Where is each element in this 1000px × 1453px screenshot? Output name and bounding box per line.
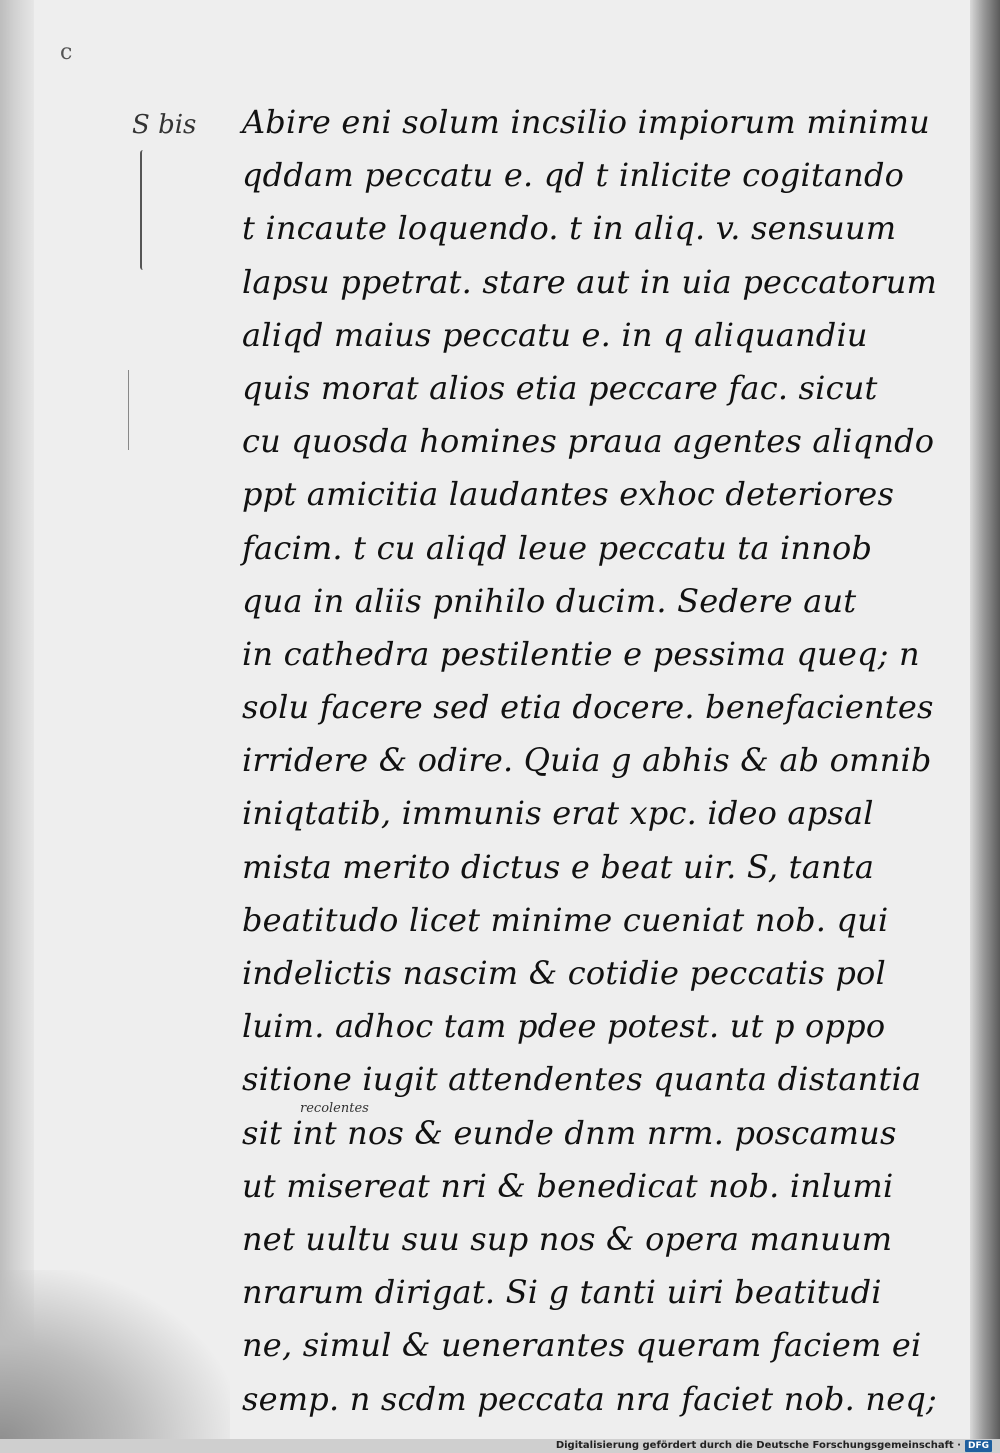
- manuscript-line: solu facere sed etia docere. benefacientes: [242, 688, 934, 727]
- manuscript-line: ne, simul & uenerantes queram faciem ei: [242, 1326, 922, 1365]
- manuscript-line: irridere & odire. Quia g abhis & ab omnib: [242, 741, 932, 780]
- manuscript-line: in cathedra pestilentie e pessima queq; n: [242, 634, 920, 673]
- binding-gutter: [970, 0, 1000, 1440]
- margin-stroke: [140, 150, 146, 270]
- manuscript-line: ppt amicitia laudantes exhoc deteriores: [242, 475, 895, 514]
- manuscript-line: lapsu ppetrat. stare aut in uia peccatorum: [242, 262, 938, 301]
- page-edge-left: [0, 0, 34, 1453]
- manuscript-line: t incaute loquendo. t in aliq. v. sensuum: [242, 209, 897, 248]
- manuscript-line: qua in aliis pnihilo ducim. Sedere aut: [242, 581, 857, 620]
- manuscript-line: quis morat alios etia peccare fac. sicut: [242, 368, 878, 407]
- digitization-credit: [556, 1439, 992, 1453]
- margin-stroke-faint: [128, 370, 132, 450]
- manuscript-line: beatitudo licet minime cueniat nob. qui: [242, 900, 889, 939]
- dfg-logo: DFG: [965, 1440, 992, 1452]
- manuscript-line: Abire eni solum incsilio impiorum minimu: [242, 103, 930, 141]
- manuscript-line: facim. t cu aliqd leue peccatu ta innob: [242, 528, 873, 567]
- manuscript-line: iniqtatib, immunis erat xpc. ideo apsal: [242, 794, 874, 833]
- manuscript-line: indelictis nascim & cotidie peccatis pol: [242, 954, 886, 992]
- margin-note: S bis: [132, 110, 197, 140]
- manuscript-line: mista merito dictus e beat uir. S, tanta: [242, 847, 875, 886]
- credit-text: Digitalisierung gefördert durch die Deutsche Forschungsgemeinschaft ·: [555, 1440, 961, 1451]
- manuscript-line: nrarum dirigat. Si g tanti uiri beatitudi: [242, 1273, 882, 1312]
- manuscript-line: qddam peccatu e. qd t inlicite cogitando: [242, 156, 905, 195]
- manuscript-line: luim. adhoc tam pdee potest. ut p oppo: [242, 1007, 886, 1046]
- manuscript-line: aliqd maius peccatu e. in q aliquandiu: [242, 315, 868, 354]
- manuscript-line: semp. n scdm peccata nra faciet nob. neq;: [242, 1379, 938, 1418]
- manuscript-text-block: [242, 96, 942, 1426]
- manuscript-line: cu quosda homines praua agentes aliqndo: [242, 422, 935, 461]
- manuscript-line: net uultu suu sup nos & opera manuum: [242, 1219, 893, 1258]
- corner-mark: c: [60, 40, 73, 65]
- manuscript-line: sitione iugit attendentes quanta distantia: [242, 1060, 922, 1099]
- page-curl-shadow: [0, 1270, 230, 1440]
- manuscript-line: sit int nos & eunde dnm nrm. poscamus: [242, 1113, 897, 1152]
- manuscript-line: ut misereat nri & benedicat nob. inlumi: [242, 1166, 894, 1205]
- interlinear-gloss: recolentes: [300, 1101, 369, 1116]
